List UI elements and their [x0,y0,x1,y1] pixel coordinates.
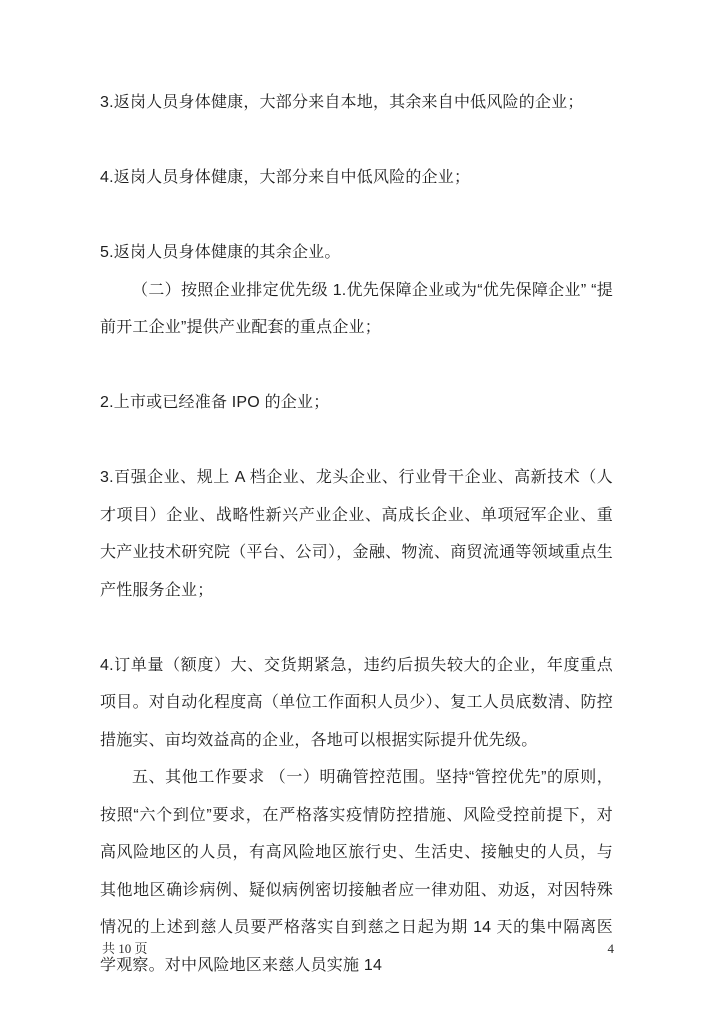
paragraph: 3.返岗人员身体健康，大部分来自本地，其余来自中低风险的企业； [100,94,584,111]
paragraph: 五、其他工作要求 （一）明确管控范围。坚持“管控优先”的原则，按照“六个到位”要求，在严格落实疫情防控措施、风险受控前提下，对高风险地区的人员，有高风险地区旅行史、生活史、接触史的人员，与其他地区确诊病例、疑似病例密切接触者应一律劝阻、劝返，对因特殊情况的上述到慈人员要严格落实自到慈之日起为期 14 天的集中隔离医学观察。对中风险地区来慈人员实施 14 [100,769,613,974]
paragraph: 4.订单量（额度）大、交货期紧急，违约后损失较大的企业，年度重点项目。对自动化程度高（单位工作面积人员少）、复工人员底数清、防控措施实、亩均效益高的企业，各地可以根据实际提升优先级。 [100,656,613,749]
paragraph: 2.上市或已经准备 IPO 的企业； [100,394,330,411]
page-number: 4 [607,941,614,956]
paragraph: 5.返岗人员身体健康的其余企业。 [100,244,341,261]
total-pages-label: 共 10 页 [102,941,148,956]
paragraph: 4.返岗人员身体健康，大部分来自中低风险的企业； [100,169,471,186]
page-footer [102,940,614,958]
paragraph: 3.百强企业、规上 A 档企业、龙头企业、行业骨干企业、高新技术（人才项目）企业、战略性新兴产业企业、高成长企业、单项冠军企业、重大产业技术研究院（平台、公司），金融、物流、商贸流通等领域重点生产性服务企业； [100,469,613,599]
document-body [100,84,613,984]
paragraph: （二）按照企业排定优先级 1.优先保障企业或为“优先保障企业” “提前开工企业”提供产业配套的重点企业； [100,281,613,336]
